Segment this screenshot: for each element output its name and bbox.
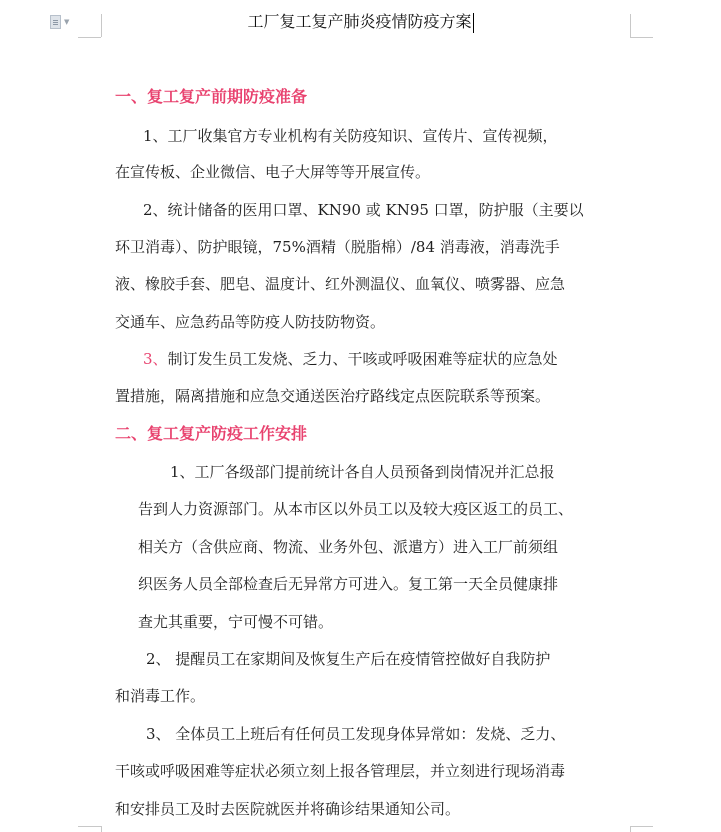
paragraph-line: 液、橡胶手套、肥皂、温度计、红外测温仪、血氧仪、喷雾器、应急	[115, 275, 566, 293]
paragraph-line: 置措施，隔离措施和应急交通送医治疗路线定点医院联系等预案。	[115, 387, 551, 405]
paragraph-line: 告到人力资源部门。从本市区以外员工以及较大疫区返工的员工、	[138, 500, 574, 518]
paragraph-line: 和安排员工及时去医院就医并将确诊结果通知公司。	[115, 800, 461, 818]
margin-mark-bottom-right-v	[630, 826, 631, 832]
chevron-down-icon: ▼	[64, 17, 70, 26]
paragraph-line: 查尤其重要，宁可慢不可错。	[138, 613, 334, 631]
section-heading-2: 二、复工复产防疫工作安排	[115, 424, 308, 443]
margin-mark-top-left-h	[78, 37, 101, 38]
document-title-text: 工厂复工复产肺炎疫情防疫方案	[247, 12, 472, 31]
paragraph-line: 1、工厂收集官方专业机构有关防疫知识、宣传片、宣传视频，	[143, 127, 558, 145]
paragraph-line: 环卫消毒）、防护眼镜，75%酒精（脱脂棉）/84 消毒液，消毒洗手	[115, 238, 560, 256]
paragraph-text: 制订发生员工发烧、乏力、干咳或呼吸困难等症状的应急处	[167, 350, 558, 368]
list-number: 3、	[143, 350, 168, 368]
paragraph-line: 2、统计储备的医用口罩、KN90 或 KN95 口罩，防护服（主要以	[143, 201, 584, 219]
paragraph-line: 干咳或呼吸困难等症状必须立刻上报各管理层，并立刻进行现场消毒	[115, 762, 566, 780]
paragraph-line: 和消毒工作。	[115, 687, 206, 705]
paragraph-line: 交通车、应急药品等防疫人防技防物资。	[115, 313, 386, 331]
paragraph-line: 2、 提醒员工在家期间及恢复生产后在疫情管控做好自我防护	[146, 650, 551, 668]
paragraph-line: 相关方（含供应商、物流、业务外包、派遣方）进入工厂前须组	[138, 538, 559, 556]
margin-mark-bottom-right-h	[630, 826, 653, 827]
paragraph-line	[143, 348, 558, 370]
text-cursor	[473, 13, 474, 33]
document-title[interactable]	[0, 11, 721, 33]
margin-mark-bottom-left-h	[78, 826, 101, 827]
section-heading-1: 一、复工复产前期防疫准备	[115, 87, 308, 106]
margin-mark-top-right-h	[630, 37, 653, 38]
paragraph-line: 织医务人员全部检查后无异常方可进入。复工第一天全员健康排	[138, 575, 559, 593]
margin-mark-bottom-left-v	[101, 826, 102, 832]
paragraph-line: 3、 全体员工上班后有任何员工发现身体异常如：发烧、乏力、	[146, 725, 566, 743]
paragraph-line: 在宣传板、企业微信、电子大屏等等开展宣传。	[115, 163, 431, 181]
paragraph-line: 1、工厂各级部门提前统计各自人员预备到岗情况并汇总报	[170, 463, 555, 481]
